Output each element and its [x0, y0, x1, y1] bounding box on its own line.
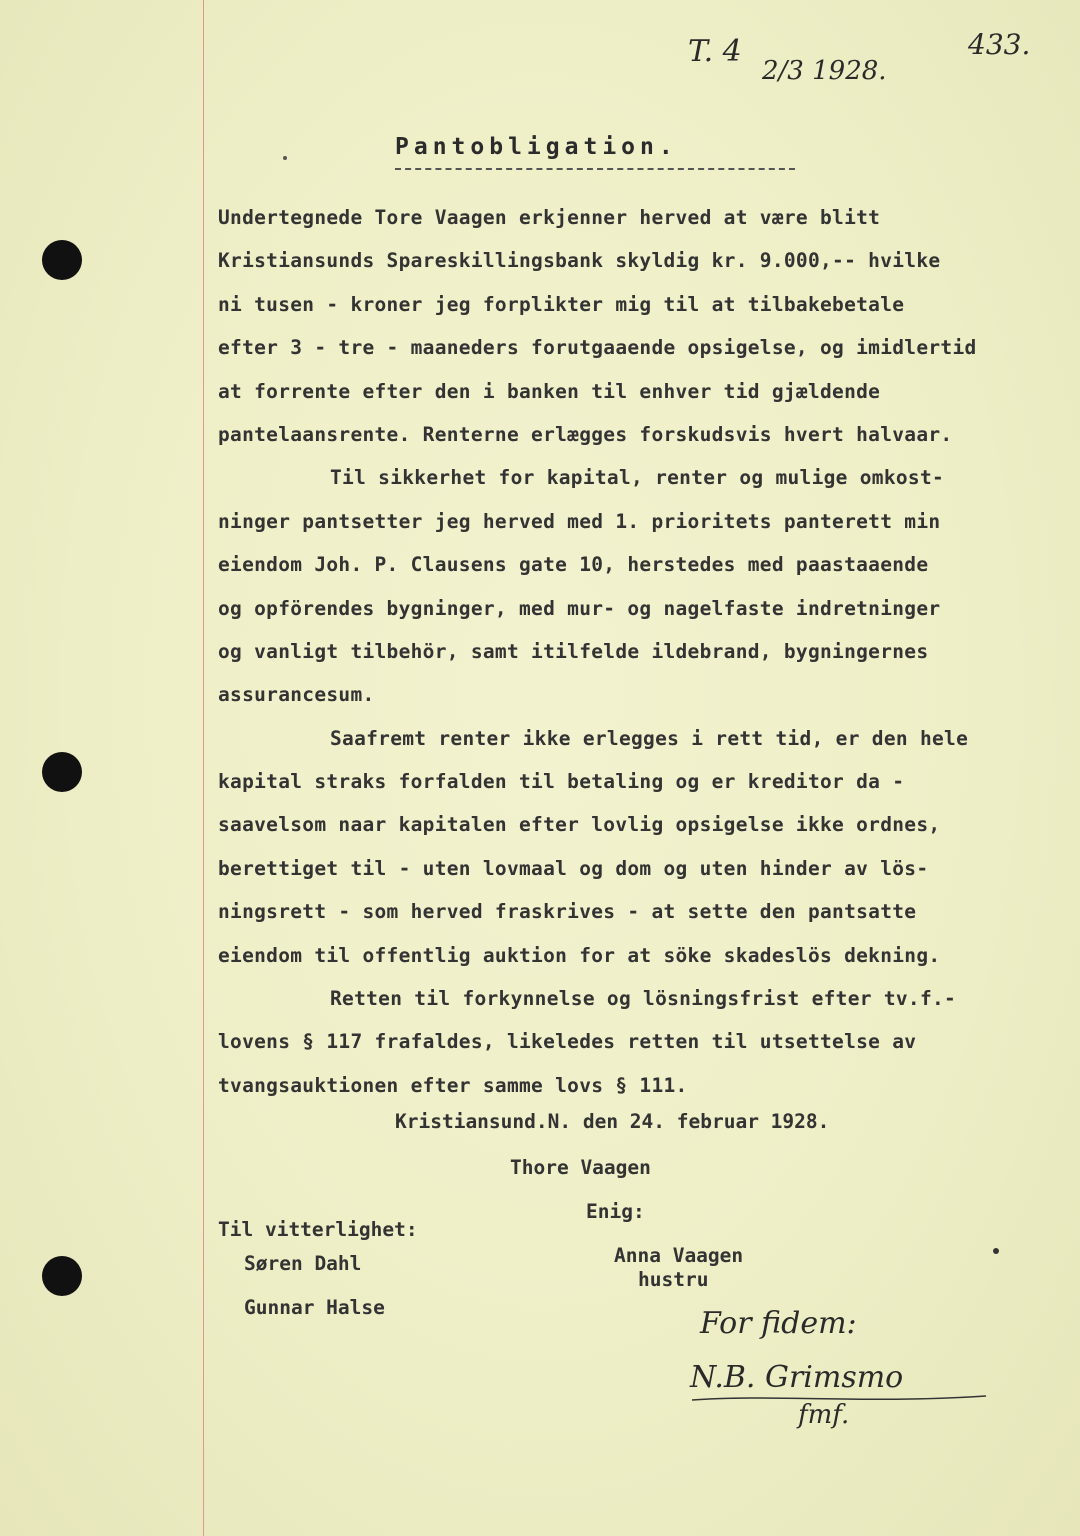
body-line: Retten til forkynnelse og lösningsfrist efter tv.f.-: [330, 987, 957, 1011]
page-number: 433.: [968, 28, 1031, 61]
punch-hole: [42, 1256, 82, 1296]
spouse-role: hustru: [638, 1268, 709, 1291]
body-line: og opförendes bygninger, med mur- og nagelfaste indretninger: [218, 596, 941, 620]
witness-label: Til vitterlighet:: [218, 1218, 418, 1241]
body-line: assurancesum.: [218, 683, 375, 707]
body-line: Undertegnede Tore Vaagen erkjenner herved at være blitt: [218, 206, 881, 229]
body-line: efter 3 - tre - maaneders forutgaaende opsigelse, og imidlertid: [218, 336, 977, 360]
stray-mark: [993, 1248, 999, 1254]
body-line: ningsrett - som herved fraskrives - at sette den pantsatte: [218, 900, 917, 924]
fidem-phrase: For fidem:: [700, 1306, 857, 1341]
consent-label: Enig:: [586, 1200, 645, 1223]
punch-hole: [42, 752, 82, 792]
body-line: Kristiansunds Spareskillingsbank skyldig kr. 9.000,-- hvilke: [218, 249, 941, 273]
stray-dot: [283, 156, 287, 160]
body-line: ninger pantsetter jeg herved med 1. prioritets panterett min: [218, 509, 941, 533]
body-text: [218, 196, 1038, 1107]
body-line: at forrente efter den i banken til enhver tid gjældende: [218, 379, 881, 403]
body-line: saavelsom naar kapitalen efter lovlig opsigelse ikke ordnes,: [218, 813, 941, 837]
reference-mark: T. 4: [688, 34, 742, 69]
handwritten-date: 2/3 1928.: [762, 56, 887, 86]
punch-hole: [42, 240, 82, 280]
witness-name: Søren Dahl: [244, 1252, 362, 1275]
body-line: Til sikkerhet for kapital, renter og mulige omkost-: [330, 466, 945, 490]
place-date: Kristiansund.N. den 24. februar 1928.: [395, 1110, 830, 1133]
body-line: lovens § 117 frafaldes, likeledes retten til utsettelse av: [218, 1030, 917, 1054]
body-line: kapital straks forfalden til betaling og er kreditor da -: [218, 770, 905, 794]
witness-name: Gunnar Halse: [244, 1296, 385, 1319]
document-title: Pantobligation.: [395, 134, 678, 160]
spouse-name: Anna Vaagen: [614, 1244, 744, 1267]
body-line: Saafremt renter ikke erlegges i rett tid, er den hele: [330, 726, 969, 750]
certifier-signature: N.B. Grimsmo: [690, 1360, 904, 1395]
body-line: eiendom til offentlig auktion for at söke skadeslös dekning.: [218, 943, 941, 967]
body-line: ni tusen - kroner jeg forplikter mig til at tilbakebetale: [218, 292, 905, 316]
title-underline: [395, 168, 795, 170]
debtor-name: Thore Vaagen: [510, 1156, 651, 1179]
body-line: og vanligt tilbehör, samt itilfelde ildebrand, bygningernes: [218, 639, 929, 663]
body-line: eiendom Joh. P. Clausens gate 10, herstedes med paastaaende: [218, 553, 929, 577]
body-line: tvangsauktionen efter samme lovs § 111.: [218, 1073, 688, 1097]
margin-line: [203, 0, 204, 1536]
body-line: berettiget til - uten lovmaal og dom og uten hinder av lös-: [218, 856, 929, 880]
certifier-role: fmf.: [798, 1400, 850, 1430]
body-line: pantelaansrente. Renterne erlægges forskudsvis hvert halvaar.: [218, 422, 953, 446]
